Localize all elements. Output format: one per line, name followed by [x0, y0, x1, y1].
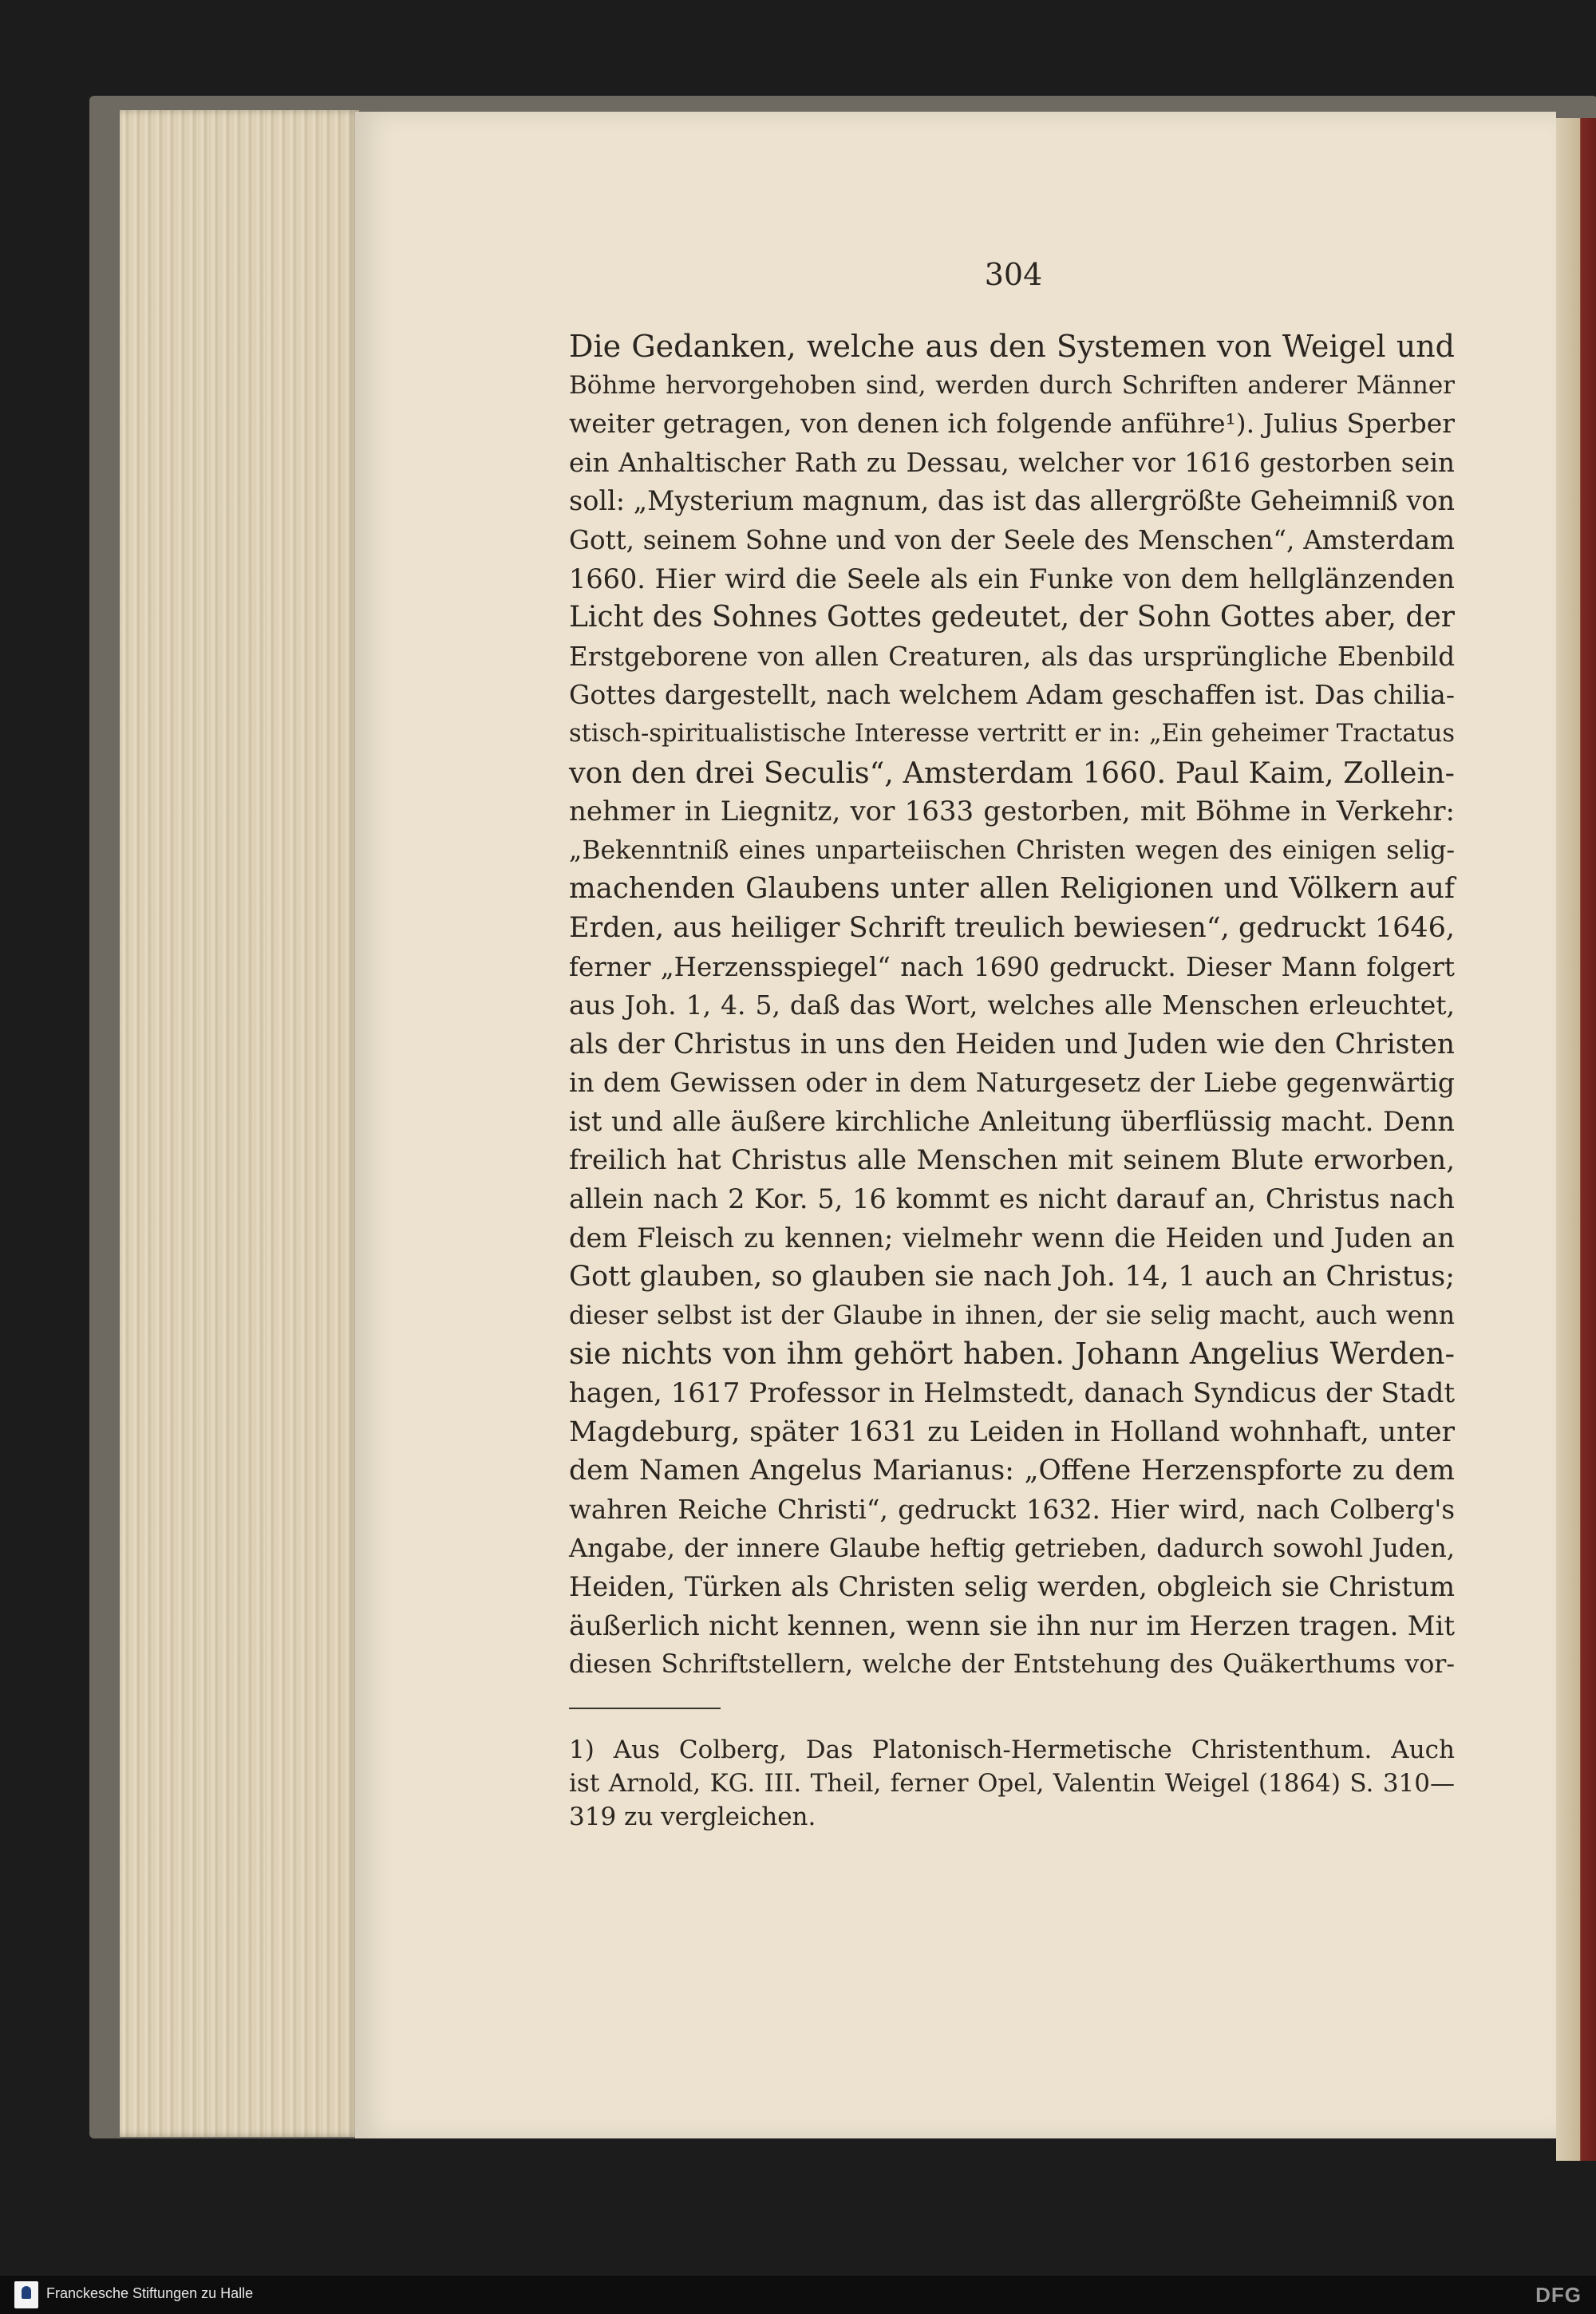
text-line: Erden, aus heiliger Schrift treulich bewiesen“, gedruckt 1646, [569, 911, 1455, 944]
page-number: 304 [984, 257, 1043, 292]
text-line: allein nach 2 Kor. 5, 16 kommt es nicht darauf an, Christus nach [569, 1183, 1455, 1215]
text-line: ein Anhaltischer Rath zu Dessau, welcher vor 1616 gestorben sein [569, 447, 1455, 478]
text-line: als der Christus in uns den Heiden und Juden wie den Christen [569, 1028, 1455, 1060]
text-line: Die Gedanken, welche aus den Systemen von Weigel und [569, 329, 1455, 364]
text-line: wahren Reiche Christi“, gedruckt 1632. Hier wird, nach Colberg's [569, 1494, 1455, 1525]
text-line: Magdeburg, später 1631 zu Leiden in Holland wohnhaft, unter [569, 1416, 1455, 1448]
text-line: soll: „Mysterium magnum, das ist das allergrößte Geheimniß von [569, 485, 1456, 517]
text-line: sie nichts von ihm gehört haben. Johann Angelius Werden- [569, 1337, 1455, 1372]
footnote-line: 319 zu vergleichen. [569, 1803, 816, 1831]
footer-bar [0, 2276, 1596, 2314]
text-line: aus Joh. 1, 4. 5, daß das Wort, welches alle Menschen erleuchtet, [569, 989, 1455, 1021]
text-line: dem Namen Angelus Marianus: „Offene Herzenspforte zu dem [569, 1455, 1455, 1487]
footnote-line: 1) Aus Colberg, Das Platonisch-Hermetische Christenthum. Auch [569, 1736, 1455, 1764]
text-line: weiter getragen, von denen ich folgende anführe¹). Julius Sperber [569, 408, 1455, 440]
text-line: Erstgeborene von allen Creaturen, als das ursprüngliche Ebenbild [569, 641, 1455, 672]
page-stack-edge [120, 110, 359, 2137]
book-right-edge [1556, 118, 1596, 2161]
footnote-line: ist Arnold, KG. III. Theil, ferner Opel, Valentin Weigel (1864) S. 310— [569, 1769, 1455, 1798]
text-line: stisch-spiritualistische Interesse vertritt er in: „Ein geheimer Tractatus [569, 719, 1455, 748]
text-line: dem Fleisch zu kennen; vielmehr wenn die Heiden und Juden an [569, 1222, 1455, 1254]
text-line: ist und alle äußere kirchliche Anleitung überflüssig macht. Denn [569, 1105, 1455, 1137]
text-line: diesen Schriftstellern, welche der Entstehung des Quäkerthums vor- [569, 1650, 1455, 1680]
text-line: hagen, 1617 Professor in Helmstedt, danach Syndicus der Stadt [569, 1377, 1455, 1410]
text-line: freilich hat Christus alle Menschen mit seinem Blute erworben, [569, 1144, 1455, 1177]
footnote [569, 1733, 1455, 1834]
text-line: Heiden, Türken als Christen selig werden, obgleich sie Christum [569, 1571, 1455, 1602]
text-line: Licht des Sohnes Gottes gedeutet, der Sohn Gottes aber, der [569, 601, 1455, 634]
footnote-divider [569, 1708, 721, 1709]
text-line: 1660. Hier wird die Seele als ein Funke von dem hellglänzenden [569, 563, 1455, 594]
text-line: Gott glauben, so glauben sie nach Joh. 14, 1 auch an Christus; [569, 1261, 1455, 1293]
text-line: Gottes dargestellt, nach welchem Adam geschaffen ist. Das chilia- [569, 679, 1455, 711]
text-line: „Bekenntniß eines unparteiischen Christen wegen des einigen selig- [569, 835, 1455, 865]
text-line: von den drei Seculis“, Amsterdam 1660. Paul Kaim, Zollein- [569, 755, 1455, 790]
text-line: äußerlich nicht kennen, wenn sie ihn nur im Herzen tragen. Mit [569, 1609, 1455, 1642]
text-line: Angabe, der innere Glaube heftig getrieben, dadurch sowohl Juden, [569, 1533, 1455, 1564]
body-text [569, 327, 1455, 1684]
text-line: machenden Glaubens unter allen Religionen und Völkern auf [569, 872, 1455, 906]
text-line: in dem Gewissen oder in dem Naturgesetz der Liebe gegenwärtig [569, 1067, 1455, 1099]
text-line: Gott, seinem Sohne und von der Seele des Menschen“, Amsterdam [569, 524, 1455, 555]
text-line: dieser selbst ist der Glaube in ihnen, der sie selig macht, auch wenn [569, 1301, 1455, 1330]
crest-icon [14, 2281, 38, 2308]
text-line: Böhme hervorgehoben sind, werden durch Schriften anderer Männer [569, 370, 1455, 400]
dfg-logo: DFG [1535, 2283, 1582, 2307]
text-line: ferner „Herzensspiegel“ nach 1690 gedruckt. Dieser Mann folgert [569, 951, 1455, 982]
institution-name: Franckesche Stiftungen zu Halle [46, 2285, 254, 2301]
text-line: nehmer in Liegnitz, vor 1633 gestorben, mit Böhme in Verkehr: [569, 796, 1455, 828]
